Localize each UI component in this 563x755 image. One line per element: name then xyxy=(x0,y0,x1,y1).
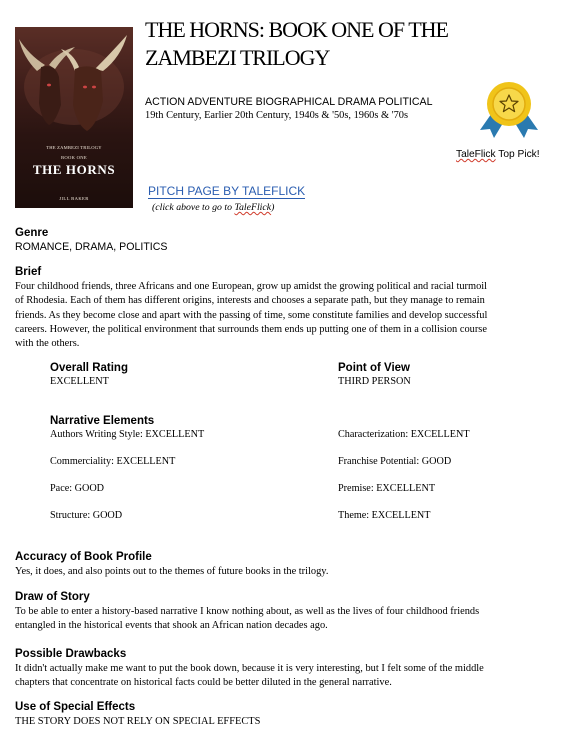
narrative-item: Franchise Potential: GOOD xyxy=(338,456,452,467)
overall-rating-value: EXCELLENT xyxy=(50,376,109,387)
accuracy-heading: Accuracy of Book Profile xyxy=(15,551,152,563)
draw-heading: Draw of Story xyxy=(15,591,90,603)
genres-line: ACTION ADVENTURE BIOGRAPHICAL DRAMA POLITICAL xyxy=(145,96,433,108)
drawbacks-text: It didn't actually make me want to put the book down, because it is very interesting, but I felt some of the middle chapters that concentrate on historical facts could be better diluted in the general narrative. xyxy=(15,663,484,689)
top-pick-badge xyxy=(476,80,542,140)
special-effects-value: THE STORY DOES NOT RELY ON SPECIAL EFFECTS xyxy=(15,716,261,727)
book-cover xyxy=(15,27,133,208)
drawbacks-heading: Possible Drawbacks xyxy=(15,648,127,660)
brief-text: Four childhood friends, three Africans and one European, grow up amidst the growing political and racial turmoil of Rhodesia. Each of them has different origins, interests and chooses a separate path, but they manage to remain friends. As they become close and apart with the passing of time, some constitute families and develop successful careers. However, the political environment that surrounds them ends up putting one of them in a collision course with the others. xyxy=(15,281,488,350)
cover-title: THE HORNS xyxy=(32,162,116,177)
pitch-note: (click above to go to TaleFlick) xyxy=(152,202,275,213)
periods-line: 19th Century, Earlier 20th Century, 1940s & '50s, 1960s & '70s xyxy=(145,110,409,121)
cattle-illustration xyxy=(15,27,133,208)
pitch-page-link-text: PITCH PAGE BY TALEFLICK xyxy=(148,184,306,198)
top-pick-label xyxy=(456,149,540,160)
point-of-view-heading: Point of View xyxy=(338,362,410,374)
book-title: THE HORNS: BOOK ONE OF THE ZAMBEZI TRILOGY xyxy=(145,17,448,70)
pitch-page-link[interactable] xyxy=(148,184,305,198)
narrative-item: Characterization: EXCELLENT xyxy=(338,429,470,440)
top-pick-text: Top Pick! xyxy=(495,149,540,160)
cover-book-label: BOOK ONE xyxy=(60,155,87,160)
genre-value: ROMANCE, DRAMA, POLITICS xyxy=(15,241,168,253)
narrative-item: Commerciality: EXCELLENT xyxy=(50,456,176,467)
genre-heading: Genre xyxy=(15,227,49,239)
narrative-item: Structure: GOOD xyxy=(50,510,123,521)
accuracy-text: Yes, it does, and also points out to the themes of future books in the trilogy. xyxy=(15,566,329,577)
top-pick-brand: TaleFlick xyxy=(456,149,496,160)
narrative-elements-heading: Narrative Elements xyxy=(50,415,155,427)
point-of-view-value: THIRD PERSON xyxy=(338,376,411,387)
award-medal-icon xyxy=(476,80,542,140)
narrative-item: Premise: EXCELLENT xyxy=(338,483,436,494)
narrative-item: Theme: EXCELLENT xyxy=(338,510,431,521)
pitch-note-brand: TaleFlick xyxy=(234,202,272,213)
cover-author: JILL BAKER xyxy=(59,196,89,201)
brief-heading: Brief xyxy=(15,266,42,278)
narrative-item: Authors Writing Style: EXCELLENT xyxy=(50,429,205,440)
overall-rating-heading: Overall Rating xyxy=(50,362,128,374)
special-effects-heading: Use of Special Effects xyxy=(15,701,136,713)
draw-text: To be able to enter a history-based narrative I know nothing about, as well as the lives of four childhood friends entangled in the historical events that shook an African nation decades ago. xyxy=(15,606,480,632)
narrative-item: Pace: GOOD xyxy=(50,483,105,494)
cover-series: THE ZAMBEZI TRILOGY xyxy=(46,145,102,150)
